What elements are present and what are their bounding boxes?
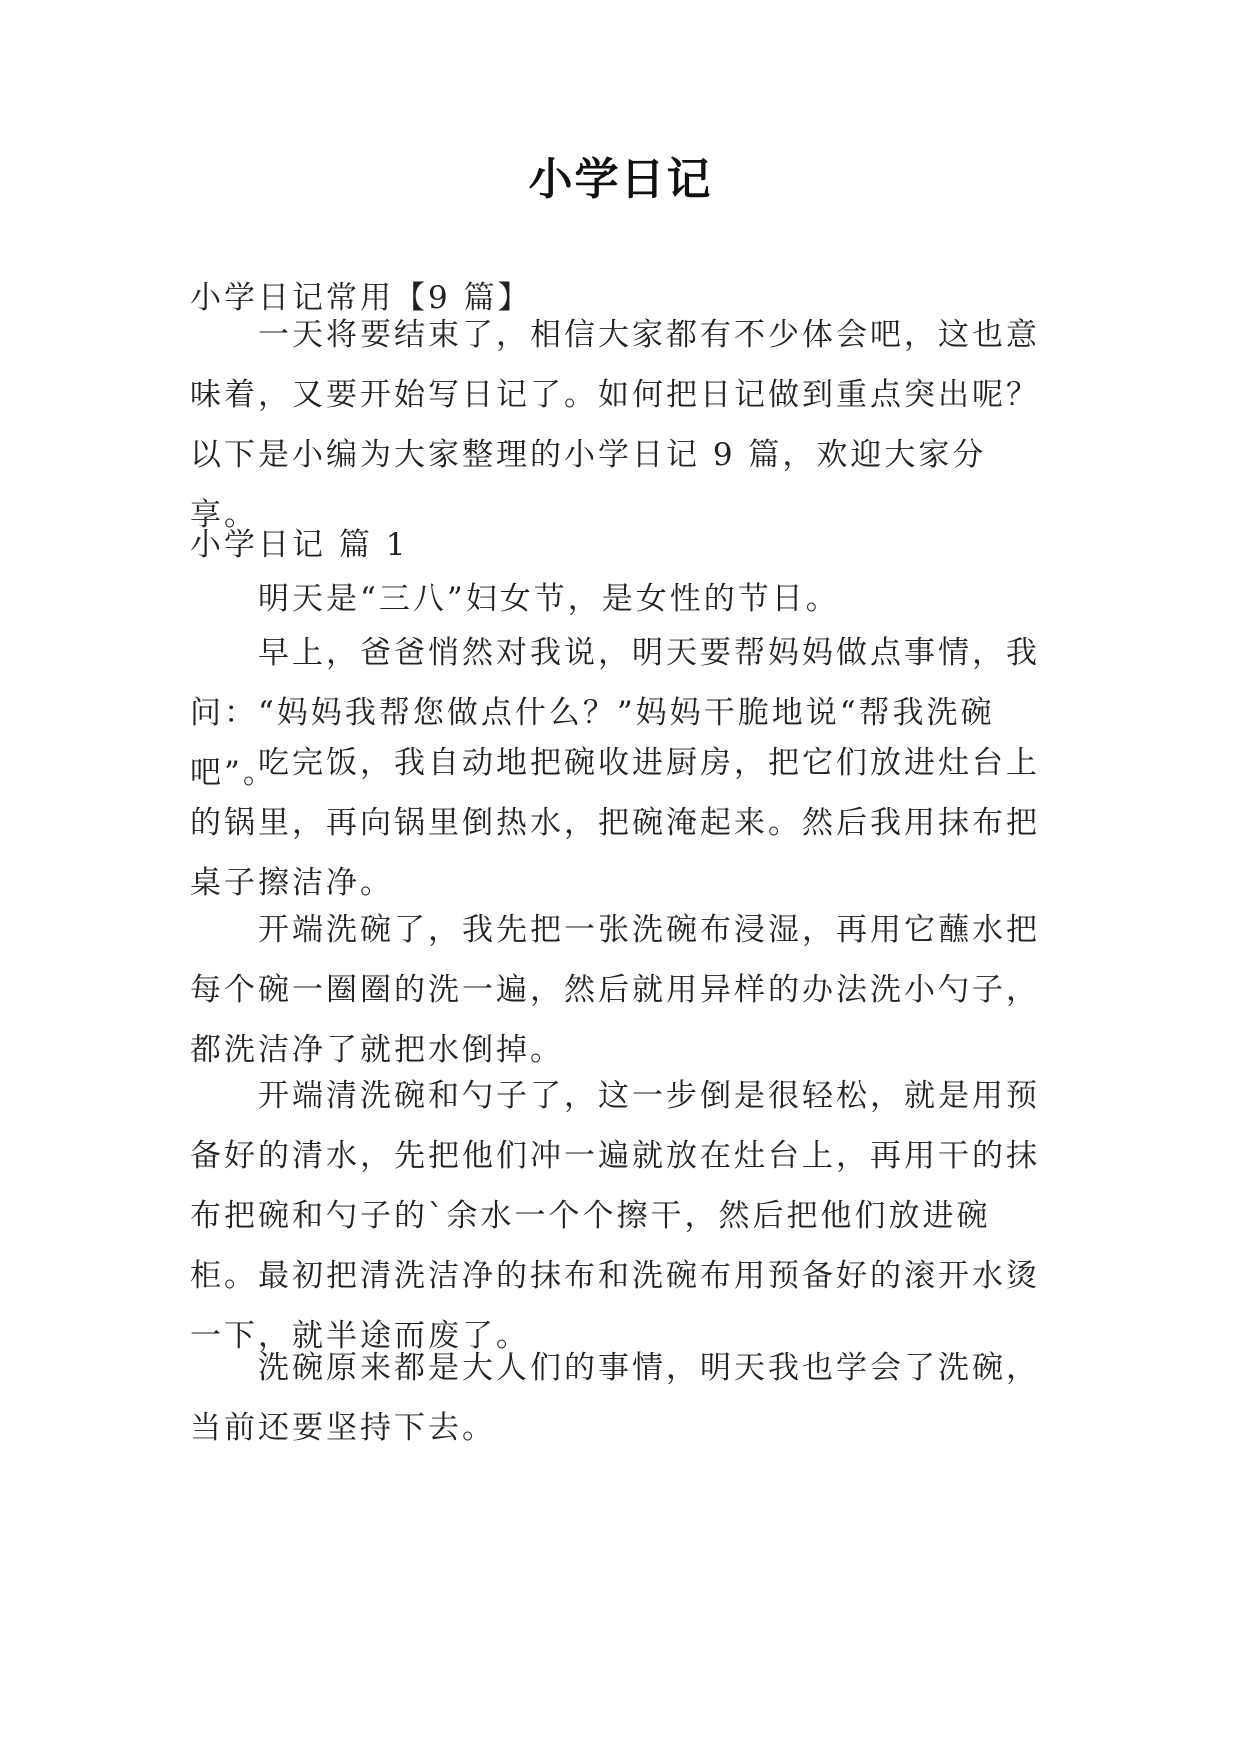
page-title: 小学日记: [528, 154, 713, 205]
paragraph-6: [190, 1338, 1050, 1458]
paragraph-text: 早上，爸爸悄然对我说，明天要帮妈妈做点事情，我问：“妈妈我帮您做点什么？”妈妈干脆地说“帮我洗碗吧”。: [190, 635, 1040, 791]
paragraph-5: [190, 1066, 1050, 1366]
paragraph-text: 开端洗碗了，我先把一张洗碗布浸湿，再用它蘸水把每个碗一圈圈的洗一遍，然后就用异样的办法洗小勺子，都洗洁净了就把水倒掉。: [190, 912, 1040, 1068]
paragraph-4: [190, 900, 1050, 1080]
paragraph-3: [190, 733, 1050, 913]
subtitle-text: 小学日记常用【9 篇】: [190, 280, 532, 316]
intro-text: 一天将要结束了，相信大家都有不少体会吧，这也意味着，又要开始写日记了。如何把日记做到重点突出呢？以下是小编为大家整理的小学日记 9 篇，欢迎大家分享。: [190, 317, 1040, 533]
paragraph-text: 洗碗原来都是大人们的事情，明天我也学会了洗碗，当前还要坚持下去。: [190, 1350, 1040, 1446]
intro-paragraph: [190, 305, 1050, 545]
paragraph-text: 开端清洗碗和勺子了，这一步倒是很轻松，就是用预备好的清水，先把他们冲一遍就放在灶台上，再用干的抹布把碗和勺子的`余水一个个擦干，然后把他们放进碗柜。最初把清洗洁净的抹布和洗碗布用预备好的滚开水烫一下，就半途而废了。: [190, 1078, 1040, 1354]
paragraph-1: [190, 569, 1050, 629]
paragraph-text: 明天是“三八”妇女节，是女性的节日。: [258, 581, 840, 617]
section-heading: [190, 515, 1050, 575]
section-heading-text: 小学日记 篇 1: [190, 527, 409, 563]
paragraph-text: 吃完饭，我自动地把碗收进厨房，把它们放进灶台上的锅里，再向锅里倒热水，把碗淹起来。然后我用抹布把桌子擦洁净。: [190, 745, 1040, 901]
